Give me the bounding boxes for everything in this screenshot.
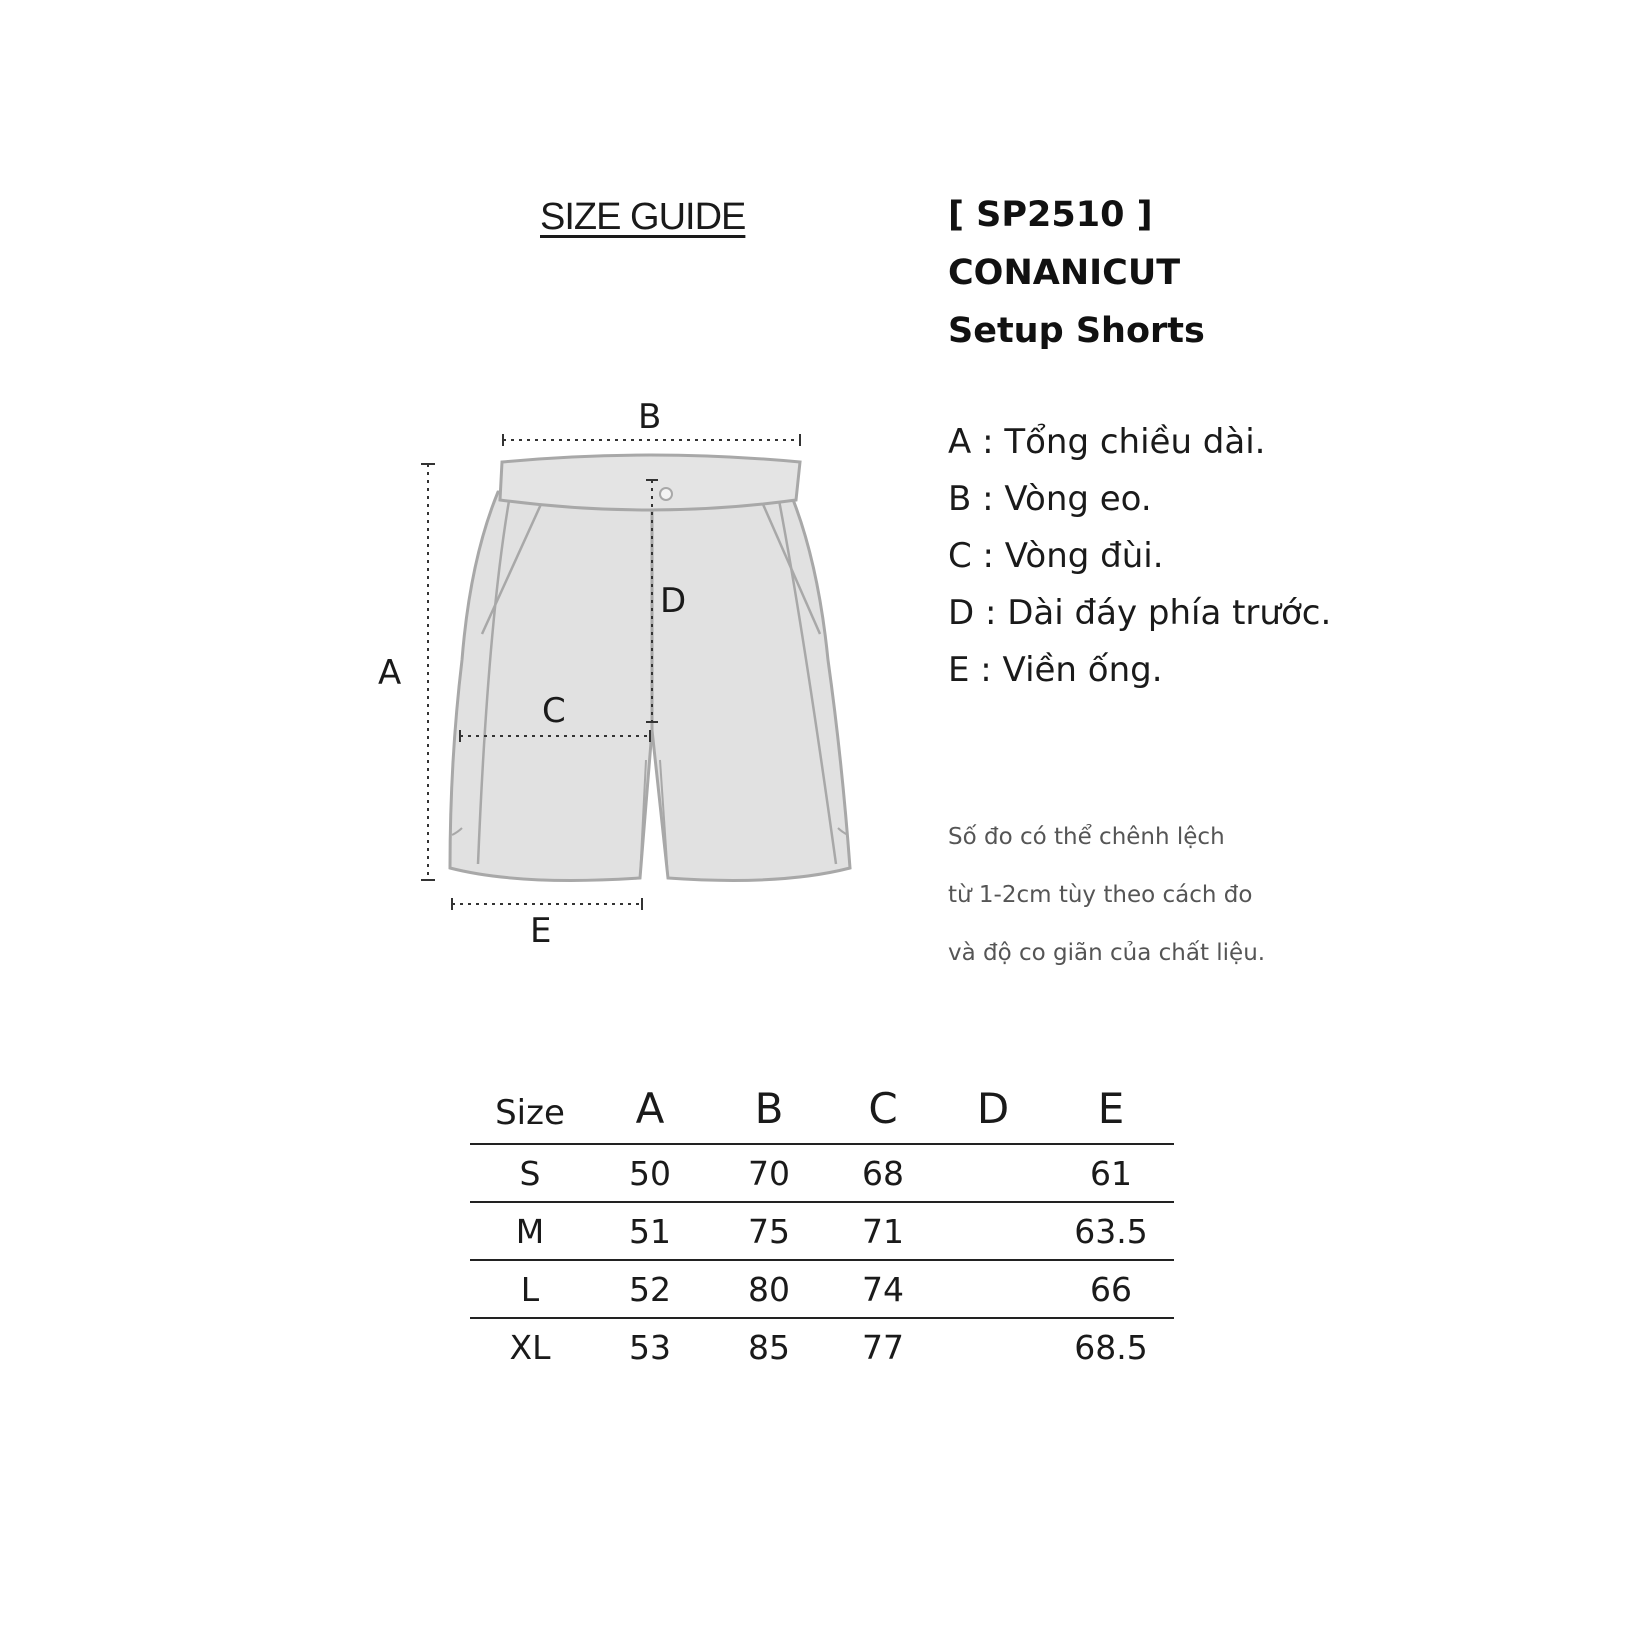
measurement-legend	[948, 414, 1331, 699]
cell-b: 80	[710, 1260, 828, 1318]
cell-c: 74	[828, 1260, 938, 1318]
column-header-e: E	[1097, 1084, 1125, 1133]
size-guide-title: SIZE GUIDE	[540, 196, 746, 238]
legend-item-a: A : Tổng chiều dài.	[948, 422, 1266, 462]
cell-a: 50	[590, 1144, 710, 1202]
table-header-row	[470, 1066, 1174, 1144]
column-header-size: Size	[495, 1093, 565, 1133]
cell-d	[938, 1260, 1048, 1318]
waistband	[500, 455, 800, 510]
cell-e: 68.5	[1048, 1318, 1174, 1375]
column-header-d: D	[976, 1084, 1010, 1133]
product-name: CONANICUT	[948, 253, 1181, 293]
table-row	[470, 1260, 1174, 1318]
legend-item-b: B : Vòng eo.	[948, 479, 1152, 519]
shorts-illustration	[450, 455, 850, 880]
cell-a: 53	[590, 1318, 710, 1375]
cell-c: 71	[828, 1202, 938, 1260]
cell-e: 61	[1048, 1144, 1174, 1202]
cell-b: 85	[710, 1318, 828, 1375]
table-row	[470, 1202, 1174, 1260]
cell-a: 52	[590, 1260, 710, 1318]
cell-e: 66	[1048, 1260, 1174, 1318]
product-code: [ SP2510 ]	[948, 195, 1153, 235]
cell-c: 68	[828, 1144, 938, 1202]
size-table	[470, 1066, 1174, 1375]
legend-item-c: C : Vòng đùi.	[948, 536, 1164, 576]
shorts-diagram	[360, 385, 880, 945]
cell-size: M	[470, 1202, 590, 1260]
column-header-b: B	[754, 1084, 784, 1133]
product-type: Setup Shorts	[948, 311, 1205, 351]
cell-size: XL	[470, 1318, 590, 1375]
table-row	[470, 1144, 1174, 1202]
cell-d	[938, 1144, 1048, 1202]
column-header-c: C	[868, 1084, 898, 1133]
cell-b: 70	[710, 1144, 828, 1202]
product-info	[948, 186, 1205, 360]
table-row	[470, 1318, 1174, 1375]
label-e: E	[530, 911, 552, 945]
cell-size: S	[470, 1144, 590, 1202]
label-c: C	[542, 691, 566, 731]
cell-c: 77	[828, 1318, 938, 1375]
cell-d	[938, 1318, 1048, 1375]
shorts-right-leg	[652, 492, 850, 880]
note-line-1: Số đo có thể chênh lệch	[948, 824, 1225, 850]
cell-a: 51	[590, 1202, 710, 1260]
legend-item-e: E : Viền ống.	[948, 650, 1163, 690]
cell-d	[938, 1202, 1048, 1260]
note-line-2: từ 1-2cm tùy theo cách đo	[948, 882, 1253, 908]
column-header-a: A	[635, 1084, 665, 1133]
label-a: A	[378, 653, 402, 693]
cell-size: L	[470, 1260, 590, 1318]
cell-e: 63.5	[1048, 1202, 1174, 1260]
legend-item-d: D : Dài đáy phía trước.	[948, 593, 1332, 633]
measurement-note	[948, 808, 1265, 982]
cell-b: 75	[710, 1202, 828, 1260]
waist-button-icon	[660, 488, 672, 500]
label-b: B	[638, 397, 662, 437]
label-d: D	[660, 581, 687, 621]
note-line-3: và độ co giãn của chất liệu.	[948, 940, 1266, 966]
